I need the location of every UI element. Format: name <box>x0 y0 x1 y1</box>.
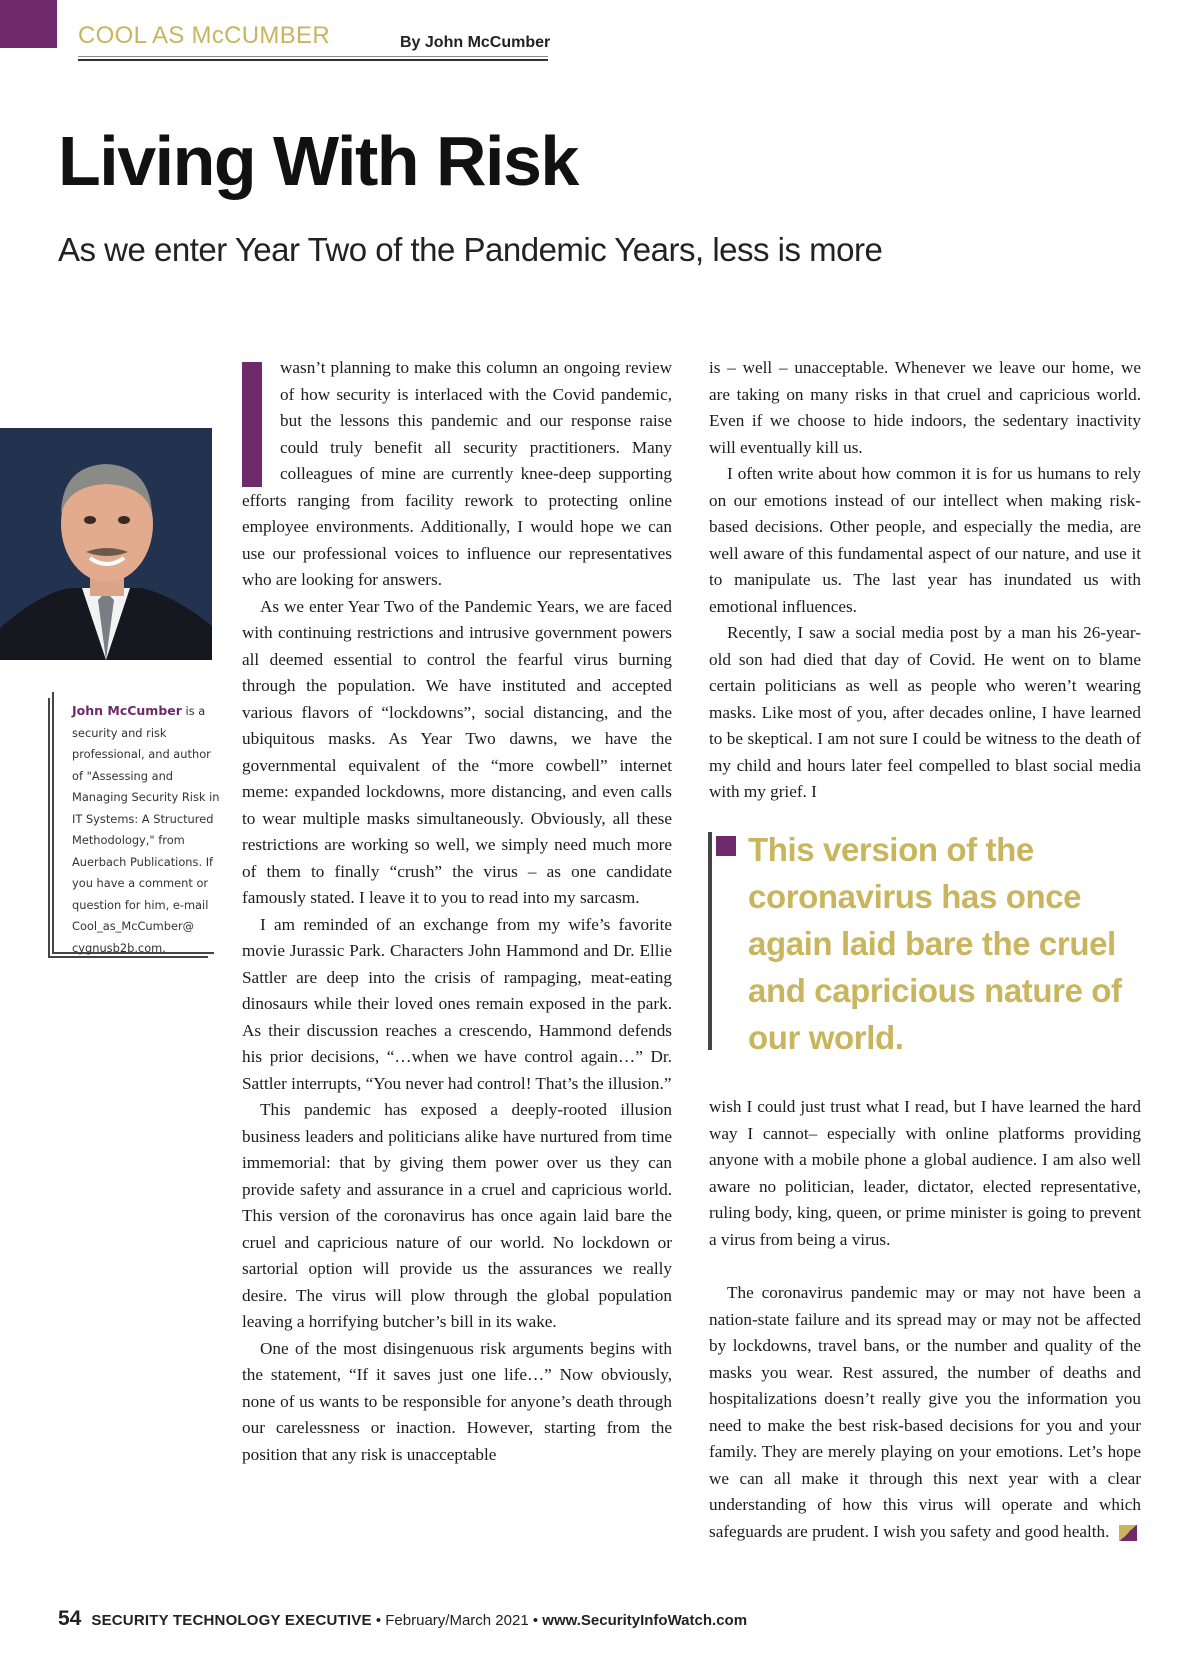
paragraph: wish I could just trust what I read, but I have learned the hard way I cannot– especially with online platforms providing anyone with a mobile phone a global audience. I am also well aware no politician, leader, dictator, elected representative, ruling body, king, queen, or prime minister is going to prevent a virus from being a virus. <box>709 1097 1141 1249</box>
paragraph: One of the most disingenuous risk arguments begins with the statement, “If it saves just one life…” Now obviously, none of us wants to be responsible for anyone’s death through our carelessness or inaction. However, starting from the position that any risk is unacceptable <box>242 1338 672 1464</box>
page-footer <box>58 1607 747 1631</box>
body-column-2-bottom <box>709 1280 1141 1545</box>
header-rule <box>78 56 548 57</box>
drop-cap-bar <box>242 362 262 487</box>
author-name: John McCumber <box>72 703 182 718</box>
body-column-1 <box>242 355 672 1468</box>
issue-date: February/March 2021 <box>385 1612 529 1629</box>
column-name: COOL AS McCUMBER <box>78 22 330 49</box>
body-column-2-top <box>709 355 1141 806</box>
closing-paragraph-text: The coronavirus pandemic may or may not have been a nation-state failure and its spread may or may not be affected by lockdowns, travel bans, or the number and quality of the masks you wear. Rest assured, the number of deaths and hospitalizations doesn’t really give you the information you need to make the best risk-based decisions for you and your family. They are merely playing on your emotions. Let’s hope we can all make it through this next year with a clear understanding of how this virus will operate and which safeguards are prudent. I wish you safety and good health. <box>709 1283 1141 1541</box>
author-bio-text: is a security and risk professional, and author of "Assessing and Managing Security Risk in IT Systems: A Structured Methodology," from Auerbach Publications. If you have a comment or question for him, e-mail Cool_as_McCumber@ cygnusb2b.com. <box>72 704 220 955</box>
paragraph: As we enter Year Two of the Pandemic Years, we are faced with continuing restrictions and intrusive government powers all deemed essential to control the fearful virus burning through the population. We have instituted and accepted various flavors of “lockdowns”, social distancing, and the ubiquitous masks. As Year Two dawns, we have the governmental equivalent of the “more cowbell” internet meme: expanded lockdowns, more distancing, and even calls to wear multiple masks simultaneously. Obviously, all these restrictions are working so well, we simply need much more of them to finally “crush” the virus – as one candidate famously stated. I leave it to you to read into my sarcasm. <box>242 596 672 907</box>
article-subtitle: As we enter Year Two of the Pandemic Years, less is more <box>58 231 883 268</box>
paragraph: Recently, I saw a social media post by a man his 26-year-old son had died that day of Covid. He went on to blame certain politicians as well as people who weren’t wearing masks. Like most of you, after decades online, I have learned to be skeptical. I am not sure I could be witness to the death of my child and hours later feel compelled to blast social media with my grief. I <box>709 623 1141 801</box>
paragraph: is – well – unacceptable. Whenever we leave our home, we are taking on many risks in that cruel and capricious world. Even if we choose to hide indoors, the sedentary inactivity will eventually kill us. <box>709 358 1141 457</box>
author-portrait-illustration <box>0 428 212 660</box>
author-bio <box>72 700 222 959</box>
body-column-2-middle <box>709 1094 1141 1253</box>
author-photo <box>0 428 212 660</box>
paragraph: I often write about how common it is for us humans to rely on our emotions instead of our intellect when making risk-based decisions. Other people, and especially the media, are well aware of this fundamental aspect of our nature, and use it to manipulate us. The last year has inundated us with emotional influences. <box>709 464 1141 616</box>
paragraph <box>709 1280 1141 1545</box>
end-mark-icon <box>1119 1525 1137 1541</box>
header-rule-thick <box>78 59 548 61</box>
pull-quote-square <box>716 836 736 856</box>
paragraph: wasn’t planning to make this column an ongoing review of how security is interlaced with the Covid pandemic, but the lessons this pandemic and our response raise could truly benefit all security practitioners. Many colleagues of mine are currently knee-deep supporting efforts ranging from facility rework to protecting online employee environments. Additionally, I would hope we can use our professional voices to influence our representatives who are looking for answers. <box>242 358 672 589</box>
footer-bullet: • <box>532 1612 539 1629</box>
footer-bullet: • <box>375 1612 382 1629</box>
pull-quote: This version of the coronavirus has once again laid bare the cruel and capricious nature of our world. <box>748 831 1122 1056</box>
article-title: Living With Risk <box>58 122 578 200</box>
pull-quote-rule <box>708 832 712 1050</box>
byline: By John McCumber <box>400 34 551 51</box>
page-number: 54 <box>58 1607 82 1630</box>
paragraph: I am reminded of an exchange from my wife’s favorite movie Jurassic Park. Characters John Hammond and Dr. Ellie Sattler are deep into the crisis of rampaging, meat-eating dinosaurs while their loved ones remain exposed in the park. As their discussion reaches a crescendo, Hammond defends his prior decisions, “…when we have control again…” Dr. Sattler interrupts, “You never had control! That’s the illusion.” <box>242 914 672 1093</box>
website-link[interactable]: www.SecurityInfoWatch.com <box>542 1612 748 1629</box>
paragraph: This pandemic has exposed a deeply-rooted illusion business leaders and politicians alike have nurtured from time immemorial: that by giving them power over us they can provide safety and assurance in a cruel and capricious world. This version of the coronavirus has once again laid bare the cruel and capricious nature of our world. No lockdown or sartorial option will provide us the assurances we really desire. The virus will plow through the global population leaving a horrifying butcher’s bill in its wake. <box>242 1100 672 1331</box>
header-accent-bar <box>0 0 57 48</box>
magazine-name: SECURITY TECHNOLOGY EXECUTIVE <box>91 1612 372 1629</box>
